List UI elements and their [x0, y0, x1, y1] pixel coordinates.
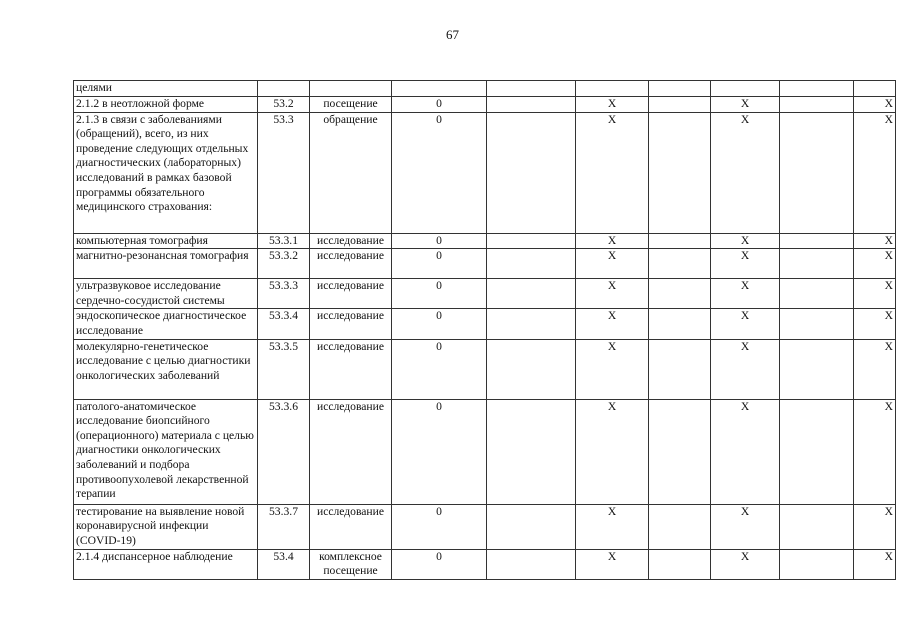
cross-cell-3: X: [854, 249, 896, 279]
cross-cell-3: X: [854, 339, 896, 399]
empty-cell: [487, 279, 576, 309]
row-unit: исследование: [310, 504, 392, 549]
row-code: 53.3.4: [258, 309, 310, 339]
table-row: [74, 504, 896, 549]
empty-cell: [487, 233, 576, 249]
table-row: [74, 81, 896, 97]
empty-cell: [487, 339, 576, 399]
row-label: патолого-анатомическое исследование биопсийного (операционного) материала с целью диагностики онкологических заболеваний и подбора противоопухолевой лекарственной терапии: [74, 399, 258, 504]
empty-cell: [780, 339, 854, 399]
empty-cell: [487, 249, 576, 279]
row-value: 0: [392, 249, 487, 279]
row-value: 0: [392, 279, 487, 309]
cross-cell-3: X: [854, 399, 896, 504]
row-value: 0: [392, 399, 487, 504]
empty-cell: [649, 504, 711, 549]
cross-cell-1: X: [576, 339, 649, 399]
empty-cell: [649, 233, 711, 249]
cross-cell-2: X: [711, 249, 780, 279]
empty-cell: [487, 399, 576, 504]
cross-cell-3: [854, 81, 896, 97]
row-value: 0: [392, 97, 487, 113]
cross-cell-2: X: [711, 97, 780, 113]
cross-cell-1: [576, 81, 649, 97]
empty-cell: [649, 81, 711, 97]
cross-cell-1: X: [576, 279, 649, 309]
cross-cell-3: X: [854, 504, 896, 549]
row-label: молекулярно-генетическое исследование с целью диагностики онкологических заболеваний: [74, 339, 258, 399]
row-value: 0: [392, 549, 487, 579]
row-unit: исследование: [310, 249, 392, 279]
cross-cell-3: X: [854, 112, 896, 233]
cross-cell-1: X: [576, 309, 649, 339]
cross-cell-2: X: [711, 399, 780, 504]
cross-cell-1: X: [576, 97, 649, 113]
page-number: 67: [446, 27, 459, 42]
empty-cell: [487, 504, 576, 549]
row-label: эндоскопическое диагностическое исследование: [74, 309, 258, 339]
cross-cell-3: X: [854, 549, 896, 579]
cross-cell-2: X: [711, 279, 780, 309]
row-label: 2.1.4 диспансерное наблюдение: [74, 549, 258, 579]
empty-cell: [649, 279, 711, 309]
empty-cell: [780, 81, 854, 97]
row-value: [392, 81, 487, 97]
cross-cell-3: X: [854, 279, 896, 309]
empty-cell: [780, 504, 854, 549]
cross-cell-1: X: [576, 399, 649, 504]
cross-cell-2: X: [711, 233, 780, 249]
cross-cell-2: X: [711, 504, 780, 549]
row-value: 0: [392, 112, 487, 233]
empty-cell: [780, 97, 854, 113]
row-code: 53.3.1: [258, 233, 310, 249]
row-label: магнитно-резонансная томография: [74, 249, 258, 279]
row-unit: комплексное посещение: [310, 549, 392, 579]
empty-cell: [649, 339, 711, 399]
cross-cell-1: X: [576, 112, 649, 233]
table-row: [74, 112, 896, 233]
empty-cell: [487, 112, 576, 233]
table-row: [74, 249, 896, 279]
cross-cell-1: X: [576, 549, 649, 579]
row-value: 0: [392, 233, 487, 249]
empty-cell: [649, 399, 711, 504]
row-code: 53.3.6: [258, 399, 310, 504]
row-code: 53.3.7: [258, 504, 310, 549]
row-value: 0: [392, 339, 487, 399]
cross-cell-2: X: [711, 309, 780, 339]
cross-cell-3: X: [854, 97, 896, 113]
cross-cell-1: X: [576, 233, 649, 249]
cross-cell-1: X: [576, 504, 649, 549]
empty-cell: [649, 309, 711, 339]
cross-cell-1: X: [576, 249, 649, 279]
cross-cell-2: [711, 81, 780, 97]
table-row: [74, 399, 896, 504]
row-unit: обращение: [310, 112, 392, 233]
empty-cell: [780, 233, 854, 249]
empty-cell: [780, 112, 854, 233]
empty-cell: [780, 309, 854, 339]
table-row: [74, 339, 896, 399]
empty-cell: [780, 279, 854, 309]
table-row: [74, 309, 896, 339]
empty-cell: [780, 249, 854, 279]
cross-cell-2: X: [711, 549, 780, 579]
row-unit: исследование: [310, 309, 392, 339]
cross-cell-3: X: [854, 233, 896, 249]
empty-cell: [649, 112, 711, 233]
row-label: 2.1.3 в связи с заболеваниями (обращений), всего, из них проведение следующих отдельных диагностических (лабораторных) исследований в рамках базовой программы обязательного медицинского страхования:: [74, 112, 258, 233]
empty-cell: [649, 549, 711, 579]
empty-cell: [487, 81, 576, 97]
cross-cell-2: X: [711, 339, 780, 399]
empty-cell: [487, 97, 576, 113]
row-label: тестирование на выявление новой коронавирусной инфекции (COVID-19): [74, 504, 258, 549]
row-unit: исследование: [310, 233, 392, 249]
row-code: 53.4: [258, 549, 310, 579]
row-code: [258, 81, 310, 97]
cross-cell-2: X: [711, 112, 780, 233]
empty-cell: [487, 309, 576, 339]
table-row: [74, 233, 896, 249]
row-unit: исследование: [310, 279, 392, 309]
row-code: 53.3: [258, 112, 310, 233]
row-unit: исследование: [310, 399, 392, 504]
row-code: 53.3.2: [258, 249, 310, 279]
row-label: компьютерная томография: [74, 233, 258, 249]
table-row: [74, 279, 896, 309]
row-unit: посещение: [310, 97, 392, 113]
empty-cell: [649, 97, 711, 113]
row-label: 2.1.2 в неотложной форме: [74, 97, 258, 113]
row-label: ультразвуковое исследование сердечно-сосудистой системы: [74, 279, 258, 309]
row-unit: [310, 81, 392, 97]
empty-cell: [780, 399, 854, 504]
row-unit: исследование: [310, 339, 392, 399]
table-row: [74, 97, 896, 113]
row-code: 53.3.5: [258, 339, 310, 399]
row-value: 0: [392, 504, 487, 549]
row-value: 0: [392, 309, 487, 339]
data-table: [73, 80, 896, 580]
table-row: [74, 549, 896, 579]
empty-cell: [487, 549, 576, 579]
empty-cell: [649, 249, 711, 279]
row-code: 53.3.3: [258, 279, 310, 309]
row-code: 53.2: [258, 97, 310, 113]
row-label: целями: [74, 81, 258, 97]
empty-cell: [780, 549, 854, 579]
cross-cell-3: X: [854, 309, 896, 339]
